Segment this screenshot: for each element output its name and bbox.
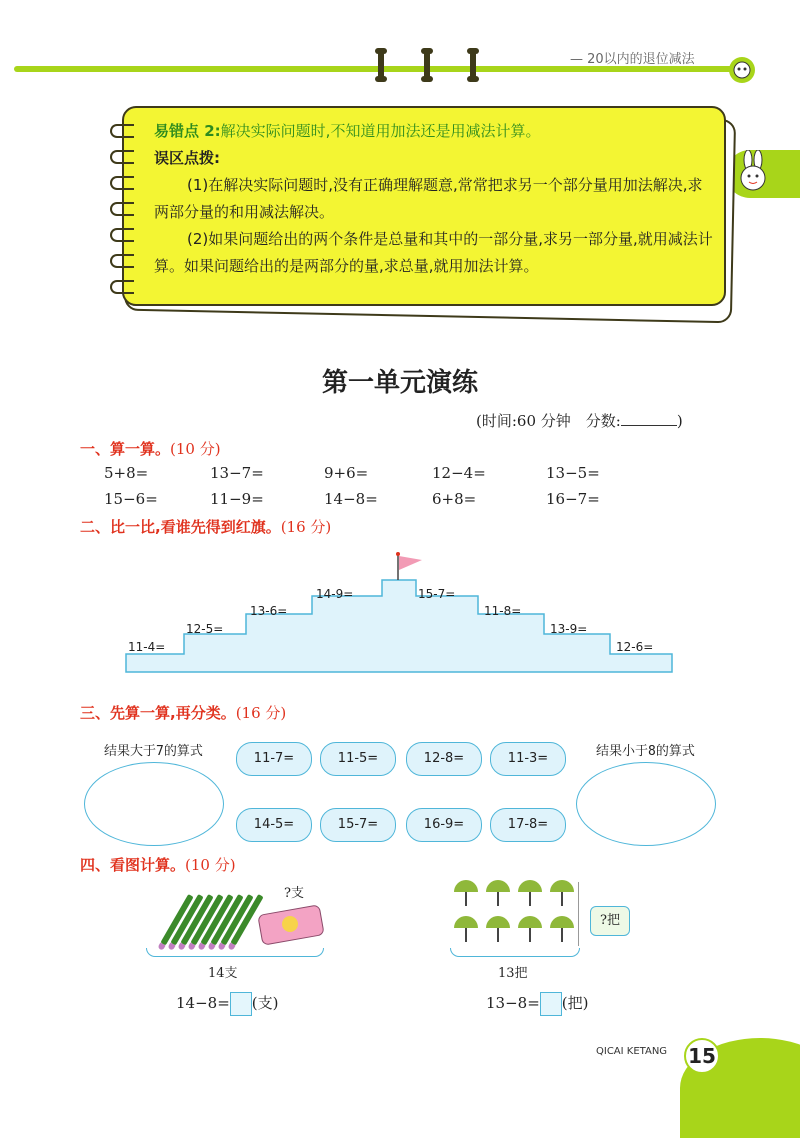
expression-pill[interactable]: 11-7= (236, 742, 312, 776)
calc-item: 5+8= (104, 464, 149, 482)
notebook-ring (110, 228, 134, 242)
staircase (120, 550, 680, 676)
umbrella-icon (518, 880, 542, 906)
pencils-answer-box[interactable] (230, 992, 252, 1016)
binder-peg (424, 50, 430, 80)
score-blank[interactable] (621, 411, 677, 426)
umbrellas-expression: 13−8= (486, 994, 540, 1012)
section-1-points: (10 分) (170, 440, 221, 458)
side-tab (726, 150, 800, 198)
notebook-ring (110, 124, 134, 138)
tip-paragraph-2: (2)如果问题给出的两个条件是总量和其中的一部分量,求另一部分量,就用减法计算。如果问题给出的是两部分的量,求总量,就用加法计算。 (154, 230, 713, 275)
section-3-points: (16 分) (235, 704, 287, 722)
stair-label: 15-7= (418, 587, 456, 601)
umbrella-icon (454, 916, 478, 942)
section-3-heading: 三、先算一算,再分类。 (80, 704, 236, 722)
calc-item: 11−9= (210, 490, 264, 508)
calc-item: 16−7= (546, 490, 600, 508)
section-1-title (80, 438, 221, 459)
section-4-title (80, 854, 236, 875)
umbrella-icon (550, 916, 574, 942)
umbrellas-question: ?把 (590, 906, 630, 936)
umbrella-icon (518, 916, 542, 942)
stair-label: 13-6= (250, 604, 288, 618)
pencils-question: ?支 (284, 886, 304, 901)
time-score-line (476, 410, 683, 431)
chapter-title: — 20以内的退位减法 (570, 52, 695, 67)
section-2-heading: 二、比一比,看谁先得到红旗。 (80, 518, 281, 536)
binder-peg (470, 50, 476, 80)
less-than-8-label: 结果小于8的算式 (596, 744, 695, 759)
notebook-ring (110, 176, 134, 190)
tip-statement: 解决实际问题时,不知道用加法还是用减法计算。 (220, 122, 541, 140)
stair-label: 13-9= (550, 622, 588, 636)
unit-title: 第一单元演练 (321, 368, 478, 398)
expression-pill[interactable]: 12-8= (406, 742, 482, 776)
umbrella-icon (486, 916, 510, 942)
section-3-title (80, 702, 286, 723)
right-brace (450, 948, 580, 957)
stair-label: 11-8= (484, 604, 522, 618)
tip-paragraph-1: (1)在解决实际问题时,没有正确理解题意,常常把求另一个部分量用加法解决,求两部分量的和用减法解决。 (154, 176, 703, 221)
tip-subheading: 误区点拨: (154, 149, 220, 167)
pencils-expression: 14−8= (176, 994, 230, 1012)
calc-item: 13−7= (210, 464, 264, 482)
calc-item: 9+6= (324, 464, 369, 482)
less-than-8-ellipse[interactable] (576, 762, 716, 846)
stair-label: 12-5= (186, 622, 224, 636)
page-number: 15 (684, 1038, 720, 1074)
notebook-ring (110, 202, 134, 216)
umbrella-icon (486, 880, 510, 906)
umbrellas-unit: (把) (561, 994, 589, 1012)
pencils-total: 14支 (208, 966, 238, 981)
calc-item: 13−5= (546, 464, 600, 482)
expression-pill[interactable]: 11-5= (320, 742, 396, 776)
umbrella-group (450, 880, 580, 950)
time-score-close: ) (676, 412, 683, 430)
pencil-bundle (150, 888, 260, 948)
expression-pill[interactable]: 15-7= (320, 808, 396, 842)
notebook-ring (110, 254, 134, 268)
red-flag-icon (399, 556, 422, 570)
notebook-ring (110, 150, 134, 164)
divider-line (578, 882, 579, 946)
notebook-ring (110, 280, 134, 294)
section-2-title (80, 516, 331, 537)
expression-pill[interactable]: 17-8= (490, 808, 566, 842)
stair-label: 11-4= (128, 640, 166, 654)
mascot-icon (726, 52, 758, 84)
umbrellas-equation (486, 992, 589, 1016)
rabbit-icon (734, 150, 774, 198)
pencil-case-icon (256, 902, 326, 948)
calc-item: 14−8= (324, 490, 378, 508)
section-1-heading: 一、算一算。 (80, 440, 171, 458)
tip-text (154, 118, 714, 280)
calc-item: 12−4= (432, 464, 486, 482)
umbrellas-answer-box[interactable] (540, 992, 562, 1016)
flag-tip (396, 552, 400, 556)
expression-pill[interactable]: 11-3= (490, 742, 566, 776)
section-4-points: (10 分) (185, 856, 236, 874)
expression-pill[interactable]: 16-9= (406, 808, 482, 842)
section-4-heading: 四、看图计算。 (80, 856, 186, 874)
stair-label: 14-9= (316, 587, 354, 601)
umbrellas-total: 13把 (498, 966, 528, 981)
tip-notebook (122, 106, 726, 306)
greater-than-7-ellipse[interactable] (84, 762, 224, 846)
calc-item: 6+8= (432, 490, 477, 508)
binder-peg (378, 50, 384, 80)
tip-label: 易错点 2: (154, 122, 221, 140)
calc-item: 15−6= (104, 490, 158, 508)
pencils-equation (176, 992, 279, 1016)
section-2-points: (16 分) (280, 518, 332, 536)
pencils-unit: (支) (251, 994, 279, 1012)
umbrella-icon (454, 880, 478, 906)
expression-pill[interactable]: 14-5= (236, 808, 312, 842)
stair-label: 12-6= (616, 640, 654, 654)
time-score-label: (时间:60 分钟 分数: (476, 412, 621, 430)
footer-brand: QICAI KETANG (596, 1046, 668, 1057)
greater-than-7-label: 结果大于7的算式 (104, 744, 203, 759)
umbrella-icon (550, 880, 574, 906)
left-brace (146, 948, 324, 957)
